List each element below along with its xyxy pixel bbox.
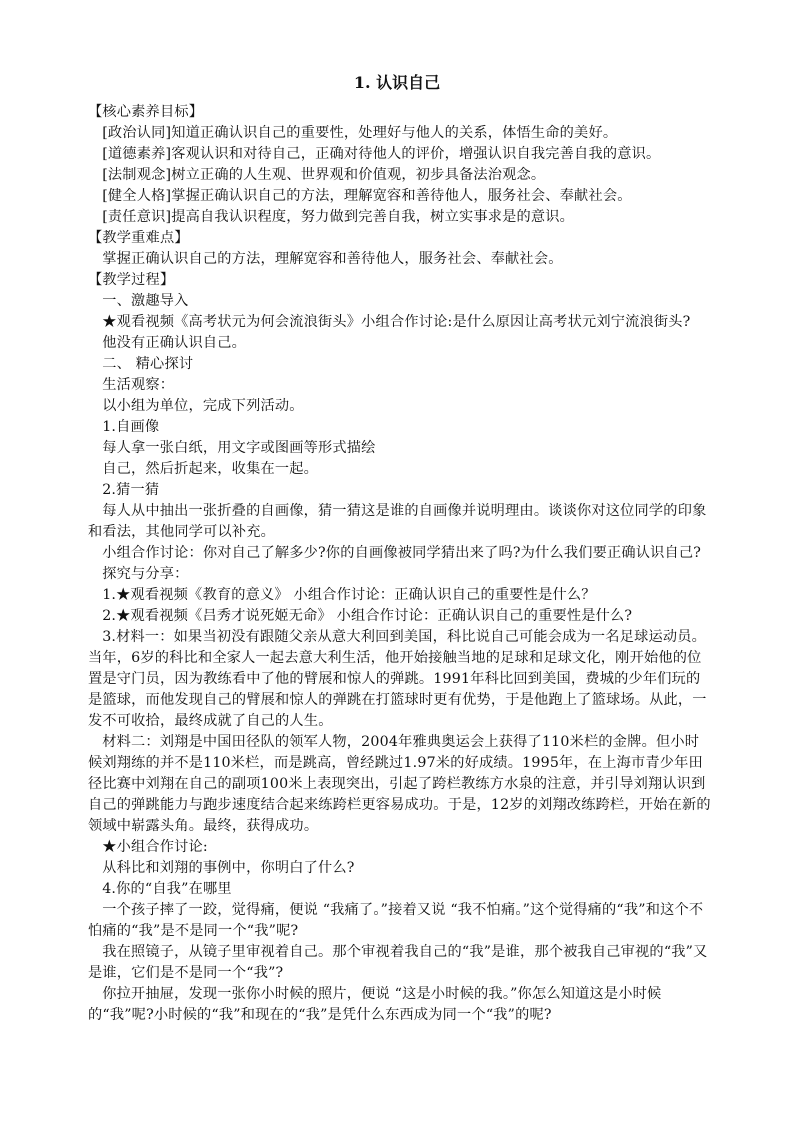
key-points-text: 掌握正确认识自己的方法，理解宽容和善待他人，服务社会、奉献社会。 — [102, 251, 563, 267]
section-heading-goals: 【核心素养目标】 — [88, 104, 204, 120]
explore-share-label: 探究与分享： — [102, 566, 189, 582]
material-one-kobe: 3.材料一：如果当初没有跟随父亲从意大利回到美国，科比说自己可能会成为一名足球运动员。当年，6岁的科比和全家人一起去意大利生活，他开始接触当地的足球和足球文化，刚开始他的位置是守门员，因为教练看中了他的臂展和惊人的弹跳。1991年科比回到美国，费城的少年们玩的是篮球，而他发现自己的臂展和惊人的弹跳在打篮球时更有优势，于是他跑上了篮球场。从此，一发不可收拾，最终成就了自己的人生。 — [88, 629, 707, 729]
step-heading-explore: 二、 精心探讨 — [102, 356, 194, 372]
intro-answer: 他没有正确认识自己。 — [102, 335, 247, 351]
activity-self-heading: 4.你的“自我”在哪里 — [102, 881, 232, 897]
goal-moral: [道德素养]客观认识和对待自己，正确对待他人的评价，增强认识自我完善自我的意识。 — [102, 146, 661, 162]
self-paragraph-mirror: 我在照镜子，从镜子里审视着自己。那个审视着我自己的“我”是谁，那个被我自己审视的“我”又是谁，它们是不是同一个“我”? — [88, 944, 708, 981]
intro-video-task: ★观看视频《高考状元为何会流浪街头》小组合作讨论:是什么原因让高考状元刘宁流浪街头? — [102, 314, 691, 330]
page-title: 1. 认识自己 — [353, 73, 441, 92]
video-task-1: 1.★观看视频《教育的意义》 小组合作讨论：正确认识自己的重要性是什么？ — [102, 587, 596, 603]
group-discussion-heading: ★小组合作讨论: — [102, 839, 208, 855]
self-portrait-text-1: 每人拿一张白纸，用文字或图画等形式描绘 — [102, 440, 376, 456]
self-paragraph-photo: 你拉开抽屉，发现一张你小时候的照片，便说 “这是小时候的我。”你怎么知道这是小时候的“我”呢?小时候的“我”和现在的“我”是凭什么东西成为同一个“我”的呢? — [88, 986, 662, 1023]
goal-responsibility: [责任意识]提高自我认识程度，努力做到完善自我，树立实事求是的意识。 — [102, 209, 575, 225]
document-body — [88, 102, 712, 1026]
goal-personality: [健全人格]掌握正确认识自己的方法，理解宽容和善待他人，服务社会、奉献社会。 — [102, 188, 632, 204]
material-two-liuxiang: 材料二：刘翔是中国田径队的领军人物，2004年雅典奥运会上获得了110米栏的金牌。但小时候刘翔练的并不是110米栏，而是跳高，曾经跳过1.97米的好成绩。1995年，在上海市青少年田径比赛中刘翔在自己的副项100米上表现突出，引起了跨栏教练方水泉的注意，并引导刘翔认识到自己的弹跳能力与跑步速度结合起来练跨栏更容易成功。于是，12岁的刘翔改练跨栏，开始在新的领域中崭露头角。最终，获得成功。 — [88, 734, 711, 834]
video-task-2: 2.★观看视频《吕秀才说死姬无命》 小组合作讨论：正确认识自己的重要性是什么? — [102, 608, 633, 624]
step-heading-intro: 一、激趣导入 — [102, 293, 189, 309]
goal-law: [法制观念]树立正确的人生观、世界观和价值观，初步具备法治观念。 — [102, 167, 546, 183]
life-observation-label: 生活观察： — [102, 377, 175, 393]
activity-guess-heading: 2.猜一猜 — [102, 482, 160, 498]
section-heading-process: 【教学过程】 — [88, 272, 175, 288]
section-heading-key-points: 【教学重难点】 — [88, 230, 189, 246]
goal-political: [政治认同]知道正确认识自己的重要性，处理好与他人的关系，体悟生命的美好。 — [102, 125, 618, 141]
self-paragraph-pain: 一个孩子摔了一跤，觉得痛，便说 “我痛了。”接着又说 “我不怕痛。”这个觉得痛的“我”和这个不怕痛的“我”是不是同一个“我”呢? — [88, 902, 704, 939]
self-portrait-text-2: 自己，然后折起来，收集在一起。 — [102, 461, 319, 477]
group-discussion-text: 小组合作讨论：你对自己了解多少?你的自画像被同学猜出来了吗?为什么我们要正确认识自己? — [102, 545, 702, 561]
guess-text: 每人从中抽出一张折叠的自画像，猜一猜这是谁的自画像并说明理由。谈谈你对这位同学的印象和看法，其他同学可以补充。 — [88, 503, 707, 540]
activity-self-portrait-heading: 1.自画像 — [102, 419, 160, 435]
group-activity-text: 以小组为单位，完成下列活动。 — [102, 398, 304, 414]
group-discussion-question: 从科比和刘翔的事例中，你明白了什么? — [102, 860, 355, 876]
